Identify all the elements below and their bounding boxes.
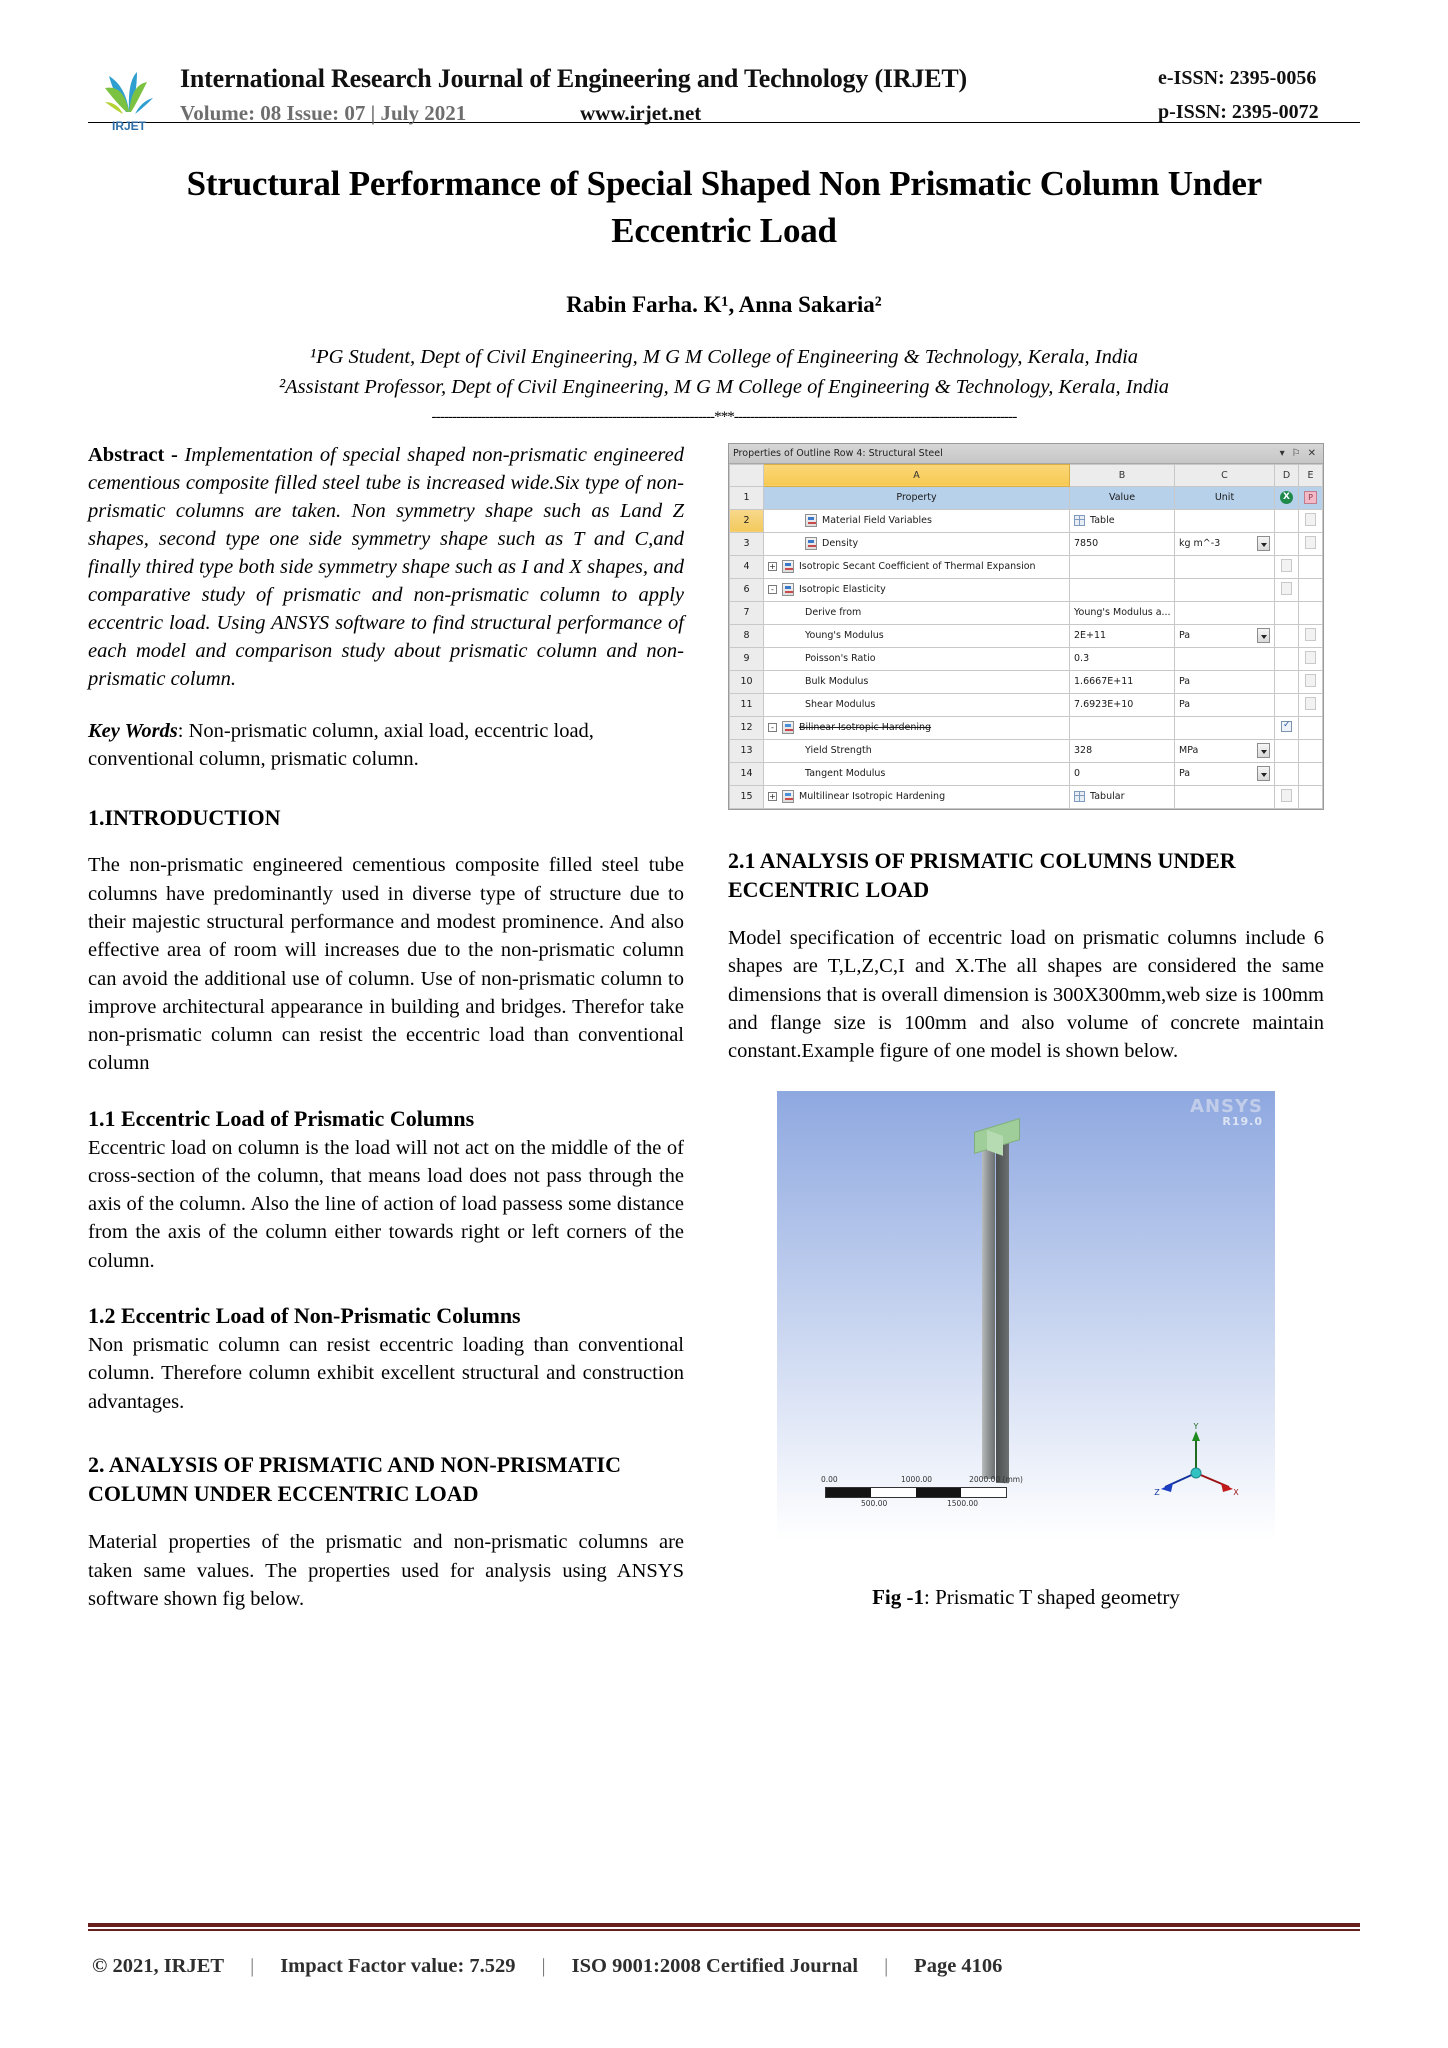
- cell-unit[interactable]: [1175, 647, 1275, 670]
- text-2: Material properties of the prismatic and non-prismatic columns are taken same values. The properties used for analysis using ANSYS software shown fig below.: [88, 1531, 684, 1610]
- cell-d[interactable]: [1275, 716, 1299, 739]
- footer-rule-bottom: [88, 1929, 1360, 1931]
- unit-dropdown-button[interactable]: [1257, 536, 1270, 551]
- unit-dropdown-button[interactable]: [1257, 743, 1270, 758]
- section-divider: ---------------------------------------------------------------------***---------------------------------------------------------------------: [431, 408, 1017, 425]
- header-property: Property: [764, 486, 1070, 509]
- property-name: Isotropic Secant Coefficient of Thermal Expansion: [799, 561, 1036, 573]
- col-letter-b[interactable]: B: [1070, 464, 1175, 486]
- keywords-label: Key Words: [88, 720, 178, 743]
- cell-e[interactable]: [1299, 762, 1323, 785]
- table-row[interactable]: [730, 739, 1323, 762]
- introduction-text: The non-prismatic engineered cementious composite filled steel tube columns have predominantly used in diverse type of structure due to their majestic structural performance and modest prominence. And also effective area of room will increases due to the non-prismatic column can avoid the additional use of column. Use of non-prismatic column to improve architectural appearance in building and bridges. Therefor take non-prismatic column can resist the eccentric load than conventional column: [88, 854, 684, 1075]
- cell-unit[interactable]: [1175, 578, 1275, 601]
- p-issn: p-ISSN: 2395-0072: [1158, 100, 1319, 123]
- page-title-line2: Eccentric Load: [611, 210, 837, 250]
- text-1-2: Non prismatic column can resist eccentric loading than conventional column. Therefore column exhibit excellent structural and construction advantages.: [88, 1334, 684, 1413]
- footer-separator-2: |: [541, 1955, 546, 1977]
- cell-value[interactable]: [1070, 739, 1175, 762]
- property-value[interactable]: 7.6923E+10: [1074, 699, 1134, 711]
- heading-introduction: 1.INTRODUCTION: [88, 805, 281, 831]
- cell-e[interactable]: [1299, 509, 1323, 532]
- heading-1-2: 1.2 Eccentric Load of Non-Prismatic Columns: [88, 1303, 521, 1329]
- property-name: Shear Modulus: [805, 699, 876, 711]
- disabled-box: [1305, 674, 1316, 687]
- row-index: 3: [730, 532, 764, 555]
- cell-e[interactable]: [1299, 670, 1323, 693]
- property-value[interactable]: 7850: [1074, 538, 1099, 550]
- cell-e[interactable]: [1299, 739, 1323, 762]
- row-index: 12: [730, 716, 764, 739]
- header-excel-icon[interactable]: [1275, 486, 1299, 509]
- material-property-icon: [782, 583, 794, 596]
- cell-d[interactable]: [1275, 785, 1299, 808]
- row-index: 8: [730, 624, 764, 647]
- close-icon[interactable]: ✕: [1307, 447, 1316, 459]
- cell-d[interactable]: [1275, 693, 1299, 716]
- property-unit[interactable]: Pa: [1179, 768, 1191, 780]
- property-name: Bilinear Isotropic Hardening: [799, 722, 932, 734]
- left-column: [88, 441, 684, 1614]
- table-row[interactable]: [730, 670, 1323, 693]
- irjet-logo: [88, 54, 170, 136]
- cell-property[interactable]: [764, 555, 1070, 578]
- parameter-icon: P: [1304, 491, 1317, 504]
- header-param-icon[interactable]: [1299, 486, 1323, 509]
- expander-toggle[interactable]: -: [768, 585, 777, 594]
- ansys-version: R19.0: [1222, 1115, 1263, 1129]
- right-column: [728, 441, 1324, 1614]
- ansys-properties-panel[interactable]: [728, 443, 1324, 810]
- property-name: Bulk Modulus: [805, 676, 869, 688]
- affiliation-1: ¹PG Student, Dept of Civil Engineering, M G M College of Engineering & Technology, Kerala, India: [309, 346, 1139, 369]
- row-index: 10: [730, 670, 764, 693]
- cell-unit[interactable]: [1175, 739, 1275, 762]
- abstract-text: Implementation of special shaped non-prismatic engineered cementious composite filled steel tube is increased wide.Six type of non-prismatic columns are taken. Non symmetry shape such as Land Z shapes, second type one side symmetry shape such as T and C,and finally thired type both side symmetry shape such as I and X shapes, and comparative study of prismatic and non-prismatic column to apply eccentric load. Using ANSYS software to find structural performance of each model and comparison study about prismatic column and non-prismatic column.: [88, 443, 684, 691]
- property-name: Poisson's Ratio: [805, 653, 876, 665]
- author-list: Rabin Farha. K¹, Anna Sakaria²: [566, 292, 882, 318]
- scale-bar: [821, 1475, 1023, 1511]
- logo-wordmark: IRJET: [111, 119, 147, 133]
- cell-property[interactable]: [764, 693, 1070, 716]
- journal-website[interactable]: www.irjet.net: [580, 101, 702, 125]
- e-issn: e-ISSN: 2395-0056: [1158, 66, 1317, 89]
- hand-icon: [782, 790, 794, 803]
- table-value-icon: [1074, 515, 1085, 526]
- property-value[interactable]: 2E+11: [1074, 630, 1107, 642]
- cell-property[interactable]: [764, 532, 1070, 555]
- property-unit[interactable]: MPa: [1179, 745, 1199, 757]
- cell-property[interactable]: [764, 670, 1070, 693]
- disabled-box: [1305, 697, 1316, 710]
- ansys-brand-name: ANSYS: [1190, 1096, 1263, 1118]
- table-row[interactable]: [730, 647, 1323, 670]
- col-letter-d[interactable]: D: [1275, 464, 1299, 486]
- cell-value[interactable]: [1070, 785, 1175, 808]
- column-web-right: [996, 1143, 1009, 1483]
- heading-2-line1: 2. ANALYSIS OF PRISMATIC AND NON-PRISMATIC: [88, 1451, 621, 1477]
- table-header-names: [730, 486, 1323, 509]
- cell-e[interactable]: [1299, 555, 1323, 578]
- expander-toggle[interactable]: -: [768, 723, 777, 732]
- cell-unit[interactable]: [1175, 532, 1275, 555]
- cell-property[interactable]: [764, 785, 1070, 808]
- axis-label-z: Z: [1154, 1488, 1160, 1498]
- column-web-left: [982, 1139, 995, 1479]
- unit-dropdown-button[interactable]: [1257, 766, 1270, 781]
- property-name: Isotropic Elasticity: [799, 584, 886, 596]
- content-columns: [88, 441, 1360, 1614]
- cell-d[interactable]: [1275, 532, 1299, 555]
- cell-unit[interactable]: [1175, 555, 1275, 578]
- table-row[interactable]: [730, 693, 1323, 716]
- property-value[interactable]: 0: [1074, 768, 1081, 780]
- table-header-letters: [730, 464, 1323, 486]
- row-index: 2: [730, 509, 764, 532]
- cell-property[interactable]: [764, 624, 1070, 647]
- material-property-icon: [805, 514, 817, 527]
- affiliation-2: ²Assistant Professor, Dept of Civil Engineering, M G M College of Engineering & Technology, Kerala, India: [278, 375, 1170, 398]
- cell-e[interactable]: [1299, 578, 1323, 601]
- cell-e[interactable]: [1299, 693, 1323, 716]
- cell-unit[interactable]: [1175, 670, 1275, 693]
- disabled-box: [1305, 628, 1316, 641]
- corner-cell: [730, 464, 764, 486]
- cell-value[interactable]: [1070, 716, 1175, 739]
- property-value[interactable]: 0.3: [1074, 653, 1090, 665]
- abstract-paragraph: [88, 441, 684, 694]
- figure-1-wrapper: [728, 1091, 1324, 1559]
- excel-icon: X: [1280, 491, 1293, 504]
- cell-e[interactable]: [1299, 532, 1323, 555]
- row-index: 4: [730, 555, 764, 578]
- cell-e[interactable]: [1299, 647, 1323, 670]
- row-index: 14: [730, 762, 764, 785]
- figure-1-label: Fig -1: [872, 1585, 925, 1610]
- header-value: Value: [1070, 486, 1175, 509]
- row-index: 15: [730, 785, 764, 808]
- cell-e[interactable]: [1299, 601, 1323, 624]
- row-index: 7: [730, 601, 764, 624]
- figure-1-caption: [728, 1585, 1324, 1610]
- cell-value[interactable]: [1070, 693, 1175, 716]
- table-row[interactable]: [730, 716, 1323, 739]
- table-value-icon: [1074, 791, 1085, 802]
- cell-property[interactable]: [764, 647, 1070, 670]
- table-row[interactable]: [730, 509, 1323, 532]
- cell-property[interactable]: [764, 509, 1070, 532]
- disabled-box: [1305, 536, 1316, 549]
- property-unit[interactable]: kg m^-3: [1179, 538, 1221, 550]
- page-title-line1: Structural Performance of Special Shaped Non Prismatic Column Under: [186, 164, 1262, 203]
- scale-bar-segments: [825, 1487, 1007, 1498]
- cell-e[interactable]: [1299, 785, 1323, 808]
- table-row[interactable]: [730, 785, 1323, 808]
- ansys-geometry-viewport: [777, 1091, 1275, 1559]
- cell-unit[interactable]: [1175, 762, 1275, 785]
- cell-d[interactable]: [1275, 647, 1299, 670]
- scale-label-2000: 2000.00 (mm): [969, 1475, 1023, 1485]
- cell-unit[interactable]: [1175, 785, 1275, 808]
- panel-titlebar: [729, 444, 1323, 464]
- property-name: Derive from: [805, 607, 862, 619]
- cell-value[interactable]: [1070, 647, 1175, 670]
- disabled-box: [1281, 559, 1292, 572]
- material-property-icon: [782, 560, 794, 573]
- cell-value[interactable]: [1070, 578, 1175, 601]
- table-row[interactable]: [730, 578, 1323, 601]
- cell-e[interactable]: [1299, 624, 1323, 647]
- material-property-icon: [805, 537, 817, 550]
- heading-2-1-line2: ECCENTRIC LOAD: [728, 876, 930, 902]
- property-name: Density: [822, 538, 859, 550]
- cell-value[interactable]: [1070, 532, 1175, 555]
- table-row[interactable]: [730, 555, 1323, 578]
- cell-value[interactable]: [1070, 624, 1175, 647]
- page-footer: [88, 1923, 1360, 1978]
- cell-value[interactable]: [1070, 509, 1175, 532]
- cell-d[interactable]: [1275, 624, 1299, 647]
- heading-1-1: 1.1 Eccentric Load of Prismatic Columns: [88, 1105, 475, 1131]
- heading-2-1-line1: 2.1 ANALYSIS OF PRISMATIC COLUMNS UNDER: [728, 847, 1236, 873]
- pin-icon[interactable]: ⚐: [1291, 447, 1301, 459]
- cell-property[interactable]: [764, 739, 1070, 762]
- table-row[interactable]: [730, 601, 1323, 624]
- cell-property[interactable]: [764, 601, 1070, 624]
- disabled-box: [1281, 789, 1292, 802]
- property-value[interactable]: Tabular: [1090, 791, 1125, 803]
- footer-rule-top: [88, 1923, 1360, 1927]
- property-name: Tangent Modulus: [805, 768, 886, 780]
- cell-unit[interactable]: [1175, 509, 1275, 532]
- property-name: Young's Modulus: [805, 630, 884, 642]
- figure-1-caption-text: : Prismatic T shaped geometry: [924, 1585, 1180, 1610]
- property-value[interactable]: Young's Modulus a...: [1074, 607, 1171, 619]
- row-index: 1: [730, 486, 764, 509]
- text-1-1: Eccentric load on column is the load will not act on the middle of the of cross-section of the column, that means load does not pass through the axis of the column. Also the line of action of load passess some distance from the axis of the column either towards right or left corners of the column.: [88, 1136, 684, 1272]
- axis-triad: [1153, 1421, 1239, 1507]
- footer-separator-3: |: [884, 1955, 889, 1977]
- volume-issue: Volume: 08 Issue: 07 | July 2021: [180, 101, 467, 125]
- cell-d[interactable]: [1275, 762, 1299, 785]
- property-value[interactable]: 328: [1074, 745, 1093, 757]
- cell-property[interactable]: [764, 716, 1070, 739]
- footer-page-number: Page 4106: [914, 1955, 1003, 1977]
- heading-2-1: [728, 846, 1324, 905]
- row-index: 6: [730, 578, 764, 601]
- property-unit[interactable]: Pa: [1179, 699, 1191, 711]
- checkbox-checked[interactable]: [1281, 721, 1292, 732]
- cell-d[interactable]: [1275, 670, 1299, 693]
- header-unit: Unit: [1175, 486, 1275, 509]
- panel-title-text: Properties of Outline Row 4: Structural Steel: [733, 447, 943, 459]
- col-letter-c[interactable]: C: [1175, 464, 1275, 486]
- expander-toggle[interactable]: +: [769, 792, 776, 802]
- t-shaped-column-model: [970, 1121, 1028, 1481]
- disabled-box: [1281, 582, 1292, 595]
- hand-icon: [782, 721, 794, 734]
- scale-label-1500: 1500.00: [947, 1499, 979, 1509]
- keywords-text: : Non-prismatic column, axial load, eccentric load, conventional column, prismatic column.: [88, 720, 594, 771]
- row-index: 13: [730, 739, 764, 762]
- property-name: Material Field Variables: [822, 515, 932, 527]
- disabled-box: [1305, 651, 1316, 664]
- property-value[interactable]: 1.6667E+11: [1074, 676, 1134, 688]
- scale-label-500: 500.00: [861, 1499, 888, 1509]
- axis-label-y: Y: [1193, 1422, 1199, 1432]
- scale-label-0: 0.00: [821, 1475, 838, 1485]
- cell-unit[interactable]: [1175, 624, 1275, 647]
- cell-property[interactable]: [764, 762, 1070, 785]
- footer-impact-factor: Impact Factor value: 7.529: [280, 1955, 516, 1977]
- text-2-1: Model specification of eccentric load on prismatic columns include 6 shapes are T,L,Z,C,I and X.The all shapes are considered the same dimensions that is overall dimension is 300X300mm,web size is 100mm and flange size is 100mm and also volume of concrete maintain constant.Example figure of one model is shown below.: [728, 927, 1324, 1063]
- row-index: 9: [730, 647, 764, 670]
- cell-d[interactable]: [1275, 509, 1299, 532]
- heading-2: [88, 1450, 684, 1509]
- table-row[interactable]: [730, 762, 1323, 785]
- property-value[interactable]: Table: [1090, 515, 1115, 527]
- journal-masthead: [88, 0, 1360, 133]
- col-letter-e[interactable]: E: [1299, 464, 1323, 486]
- disabled-box: [1305, 513, 1316, 526]
- footer-separator-1: |: [250, 1955, 255, 1977]
- footer-copyright: © 2021, IRJET: [92, 1955, 225, 1977]
- cell-unit[interactable]: [1175, 693, 1275, 716]
- property-name: Yield Strength: [805, 745, 872, 757]
- expander-toggle[interactable]: +: [769, 562, 776, 572]
- cell-property[interactable]: [764, 578, 1070, 601]
- cell-value[interactable]: [1070, 762, 1175, 785]
- property-name: Multilinear Isotropic Hardening: [799, 791, 946, 803]
- journal-title: International Research Journal of Engineering and Technology (IRJET): [180, 64, 967, 93]
- cell-value[interactable]: [1070, 555, 1175, 578]
- page-title: [128, 161, 1320, 254]
- cell-value[interactable]: [1070, 601, 1175, 624]
- cell-e[interactable]: [1299, 716, 1323, 739]
- unit-dropdown-button[interactable]: [1257, 628, 1270, 643]
- cell-value[interactable]: [1070, 670, 1175, 693]
- footer-iso: ISO 9001:2008 Certified Journal: [571, 1955, 859, 1977]
- affiliations: [88, 343, 1360, 402]
- heading-2-line2: COLUMN UNDER ECCENTRIC LOAD: [88, 1481, 479, 1507]
- table-row[interactable]: [730, 532, 1323, 555]
- ansys-watermark: [1190, 1096, 1263, 1128]
- property-unit[interactable]: Pa: [1179, 630, 1191, 642]
- cell-unit[interactable]: [1175, 716, 1275, 739]
- scale-label-1000: 1000.00: [901, 1475, 933, 1485]
- chevron-down-icon[interactable]: ▾: [1279, 447, 1285, 459]
- axis-label-x: X: [1233, 1488, 1239, 1498]
- keywords-paragraph: [88, 717, 684, 773]
- cell-d[interactable]: [1275, 739, 1299, 762]
- abstract-label: Abstract -: [88, 443, 185, 466]
- cell-d[interactable]: [1275, 555, 1299, 578]
- cell-d[interactable]: [1275, 578, 1299, 601]
- row-index: 11: [730, 693, 764, 716]
- properties-table[interactable]: [729, 464, 1323, 809]
- cell-unit[interactable]: [1175, 601, 1275, 624]
- col-letter-a[interactable]: A: [764, 464, 1070, 486]
- property-unit[interactable]: Pa: [1179, 676, 1191, 688]
- table-row[interactable]: [730, 624, 1323, 647]
- cell-d[interactable]: [1275, 601, 1299, 624]
